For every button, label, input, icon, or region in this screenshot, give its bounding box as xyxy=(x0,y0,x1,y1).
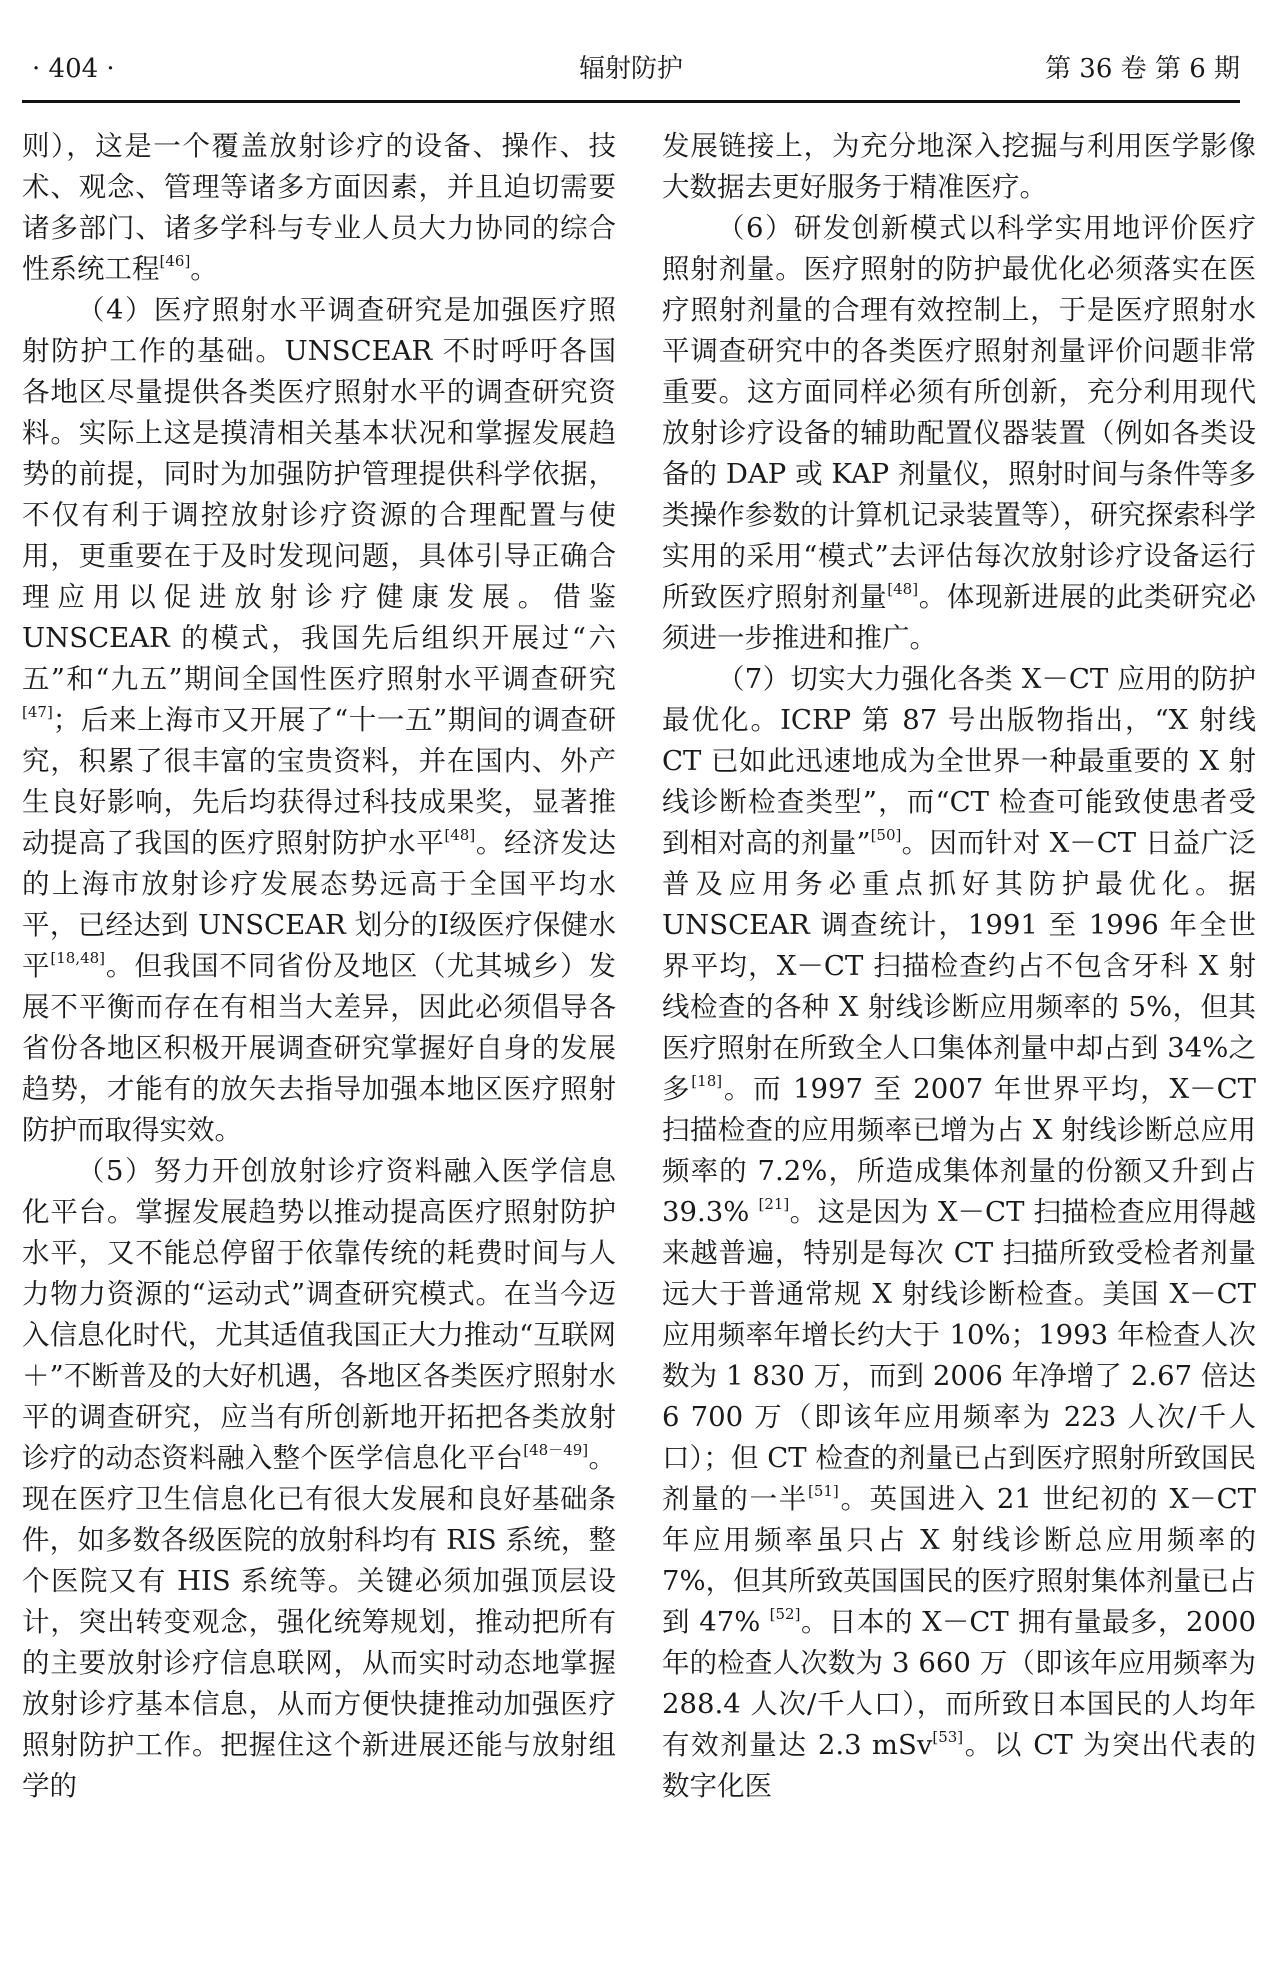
text-run: （6）研发创新模式以科学实用地评价医疗照射剂量。医疗照射的防护最优化必须落实在医疗照射剂量的合理有效控制上，于是医疗照射水平调查研究中的各类医疗照射剂量评价问题非常重要。这方面同样必须有所创新，充分利用现代放射诊疗设备的辅助配置仪器装置（例如各类设备的 DAP 或 KAP 剂量仪，照射时间与条件等多类操作参数的计算机记录装置等），研究探索科学实用的采用“模式”去评估每次放射诊疗设备运行所致医疗照射剂量 xyxy=(662,212,1256,613)
text-run: 。但我国不同省份及地区（尤其城乡）发展不平衡而存在有相当大差异，因此必须倡导各省份各地区积极开展调查研究掌握好自身的发展趋势，才能有的放矢去指导加强本地区医疗照射防护而取得实效。 xyxy=(22,950,616,1146)
text-run: 发展链接上，为充分地深入挖掘与利用医学影像大数据去更好服务于精准医疗。 xyxy=(662,130,1256,203)
citation: [48] xyxy=(444,826,476,844)
paragraph xyxy=(22,290,616,1151)
text-run: （5）努力开创放射诊疗资料融入医学信息化平台。掌握发展趋势以推动提高医疗照射防护水平，又不能总停留于依靠传统的耗费时间与人力物力资源的“运动式”调查研究模式。在当今迈入信息化时代，尤其适值我国正大力推动“互联网＋”不断普及的大好机遇，各地区各类医疗照射水平的调查研究，应当有所创新地开拓把各类放射诊疗的动态资料融入整个医学信息化平台 xyxy=(22,1155,616,1474)
right-column xyxy=(662,126,1256,1946)
paragraph xyxy=(22,1151,616,1807)
text-run: （7）切实大力强化各类 X－CT 应用的防护最优化。ICRP 第 87 号出版物指出，“X 射线 CT 已如此迅速地成为全世界一种最重要的 X 射线诊断检查类型”，而“CT 检查可能致使患者受到相对高的剂量” xyxy=(662,663,1256,859)
citation: [52] xyxy=(769,1605,801,1623)
citation: [47] xyxy=(22,703,53,721)
header-rule xyxy=(22,100,1240,103)
page-number: · 404 · xyxy=(32,54,115,84)
paragraph-continued xyxy=(662,126,1256,208)
text-run: 。日本的 X－CT 拥有量最多，2000 年的检查人次数为 3 660 万（即该年应用频率为 288.4 人次/千人口），而所致日本国民的人均年有效剂量达 2.3 mSv xyxy=(662,1606,1256,1761)
citation: [18] xyxy=(691,1072,723,1090)
text-run: 。经济发达的上海市放射诊疗发展态势远高于全国平均水平，已经达到 UNSCEAR 划分的Ⅰ级医疗保健水平 xyxy=(22,827,616,982)
journal-title: 辐射防护 xyxy=(578,54,683,84)
paragraph xyxy=(662,208,1256,659)
text-run: 。英国进入 21 世纪初的 X－CT 年应用频率虽只占 X 射线诊断总应用频率的 7%，但其所致英国国民的医疗照射集体剂量已占到 47% xyxy=(662,1483,1256,1638)
text-run: 。 xyxy=(190,253,218,285)
citation: [46] xyxy=(159,252,191,270)
citation: [50] xyxy=(870,826,902,844)
text-run: 则），这是一个覆盖放射诊疗的设备、操作、技术、观念、管理等诸多方面因素，并且迫切需要诸多部门、诸多学科与专业人员大力协同的综合性系统工程 xyxy=(22,130,616,285)
paragraph xyxy=(662,659,1256,1807)
citation: [53] xyxy=(932,1728,964,1746)
citation: [18,48] xyxy=(50,949,106,967)
text-run: 。以 CT 为突出代表的数字化医 xyxy=(662,1729,1256,1802)
citation: [48－49] xyxy=(523,1441,589,1459)
text-run: （4）医疗照射水平调查研究是加强医疗照射防护工作的基础。UNSCEAR 不时呼吁各国各地区尽量提供各类医疗照射水平的调查研究资料。实际上这是摸清相关基本状况和掌握发展趋势的前提，同时为加强防护管理提供科学依据，不仅有利于调控放射诊疗资源的合理配置与使用，更重要在于及时发现问题，具体引导正确合理应用以促进放射诊疗健康发展。借鉴 UNSCEAR 的模式，我国先后组织开展过“六五”和“九五”期间全国性医疗照射水平调查研究 xyxy=(22,294,616,695)
text-run: 。这是因为 X－CT 扫描检查应用得越来越普遍，特别是每次 CT 扫描所致受检者剂量远大于普通常规 X 射线诊断检查。美国 X－CT 应用频率年增长约大于 10%；1993 年检查人次数为 1 830 万，而到 2006 年净增了 2.67 倍达 6 700 万（即该年应用频率为 223 人次/千人口）；但 CT 检查的剂量已占到医疗照射所致国民剂量的一半 xyxy=(662,1196,1256,1515)
volume-issue: 第 36 卷 第 6 期 xyxy=(1045,54,1240,84)
left-column xyxy=(22,126,616,1946)
text-run: 。体现新进展的此类研究必须进一步推进和推广。 xyxy=(662,581,1256,654)
text-run: 。现在医疗卫生信息化已有很大发展和良好基础条件，如多数各级医院的放射科均有 RIS 系统，整个医院又有 HIS 系统等。关键必须加强顶层设计，突出转变观念，强化统筹规划，推动把所有的主要放射诊疗信息联网，从而实时动态地掌握放射诊疗基本信息，从而方便快捷推动加强医疗照射防护工作。把握住这个新进展还能与放射组学的 xyxy=(22,1442,616,1802)
paragraph-continued xyxy=(22,126,616,290)
citation: [51] xyxy=(807,1482,839,1500)
citation: [21] xyxy=(758,1195,790,1213)
text-run: 。因而针对 X－CT 日益广泛普及应用务必重点抓好其防护最优化。据 UNSCEAR 调查统计，1991 至 1996 年全世界平均，X－CT 扫描检查约占不包含牙科 X 射线检查的各种 X 射线诊断应用频率的 5%，但其医疗照射在所致全人口集体剂量中却占到 34%之多 xyxy=(662,827,1256,1105)
text-run: ；后来上海市又开展了“十一五”期间的调查研究，积累了很丰富的宝贵资料，并在国内、外产生良好影响，先后均获得过科技成果奖，显著推动提高了我国的医疗照射防护水平 xyxy=(22,704,616,859)
citation: [48] xyxy=(887,580,919,598)
running-header xyxy=(22,42,1240,94)
text-run: 。而 1997 至 2007 年世界平均，X－CT 扫描检查的应用频率已增为占 X 射线诊断总应用频率的 7.2%，所造成集体剂量的份额又升到占 39.3% xyxy=(662,1073,1256,1228)
